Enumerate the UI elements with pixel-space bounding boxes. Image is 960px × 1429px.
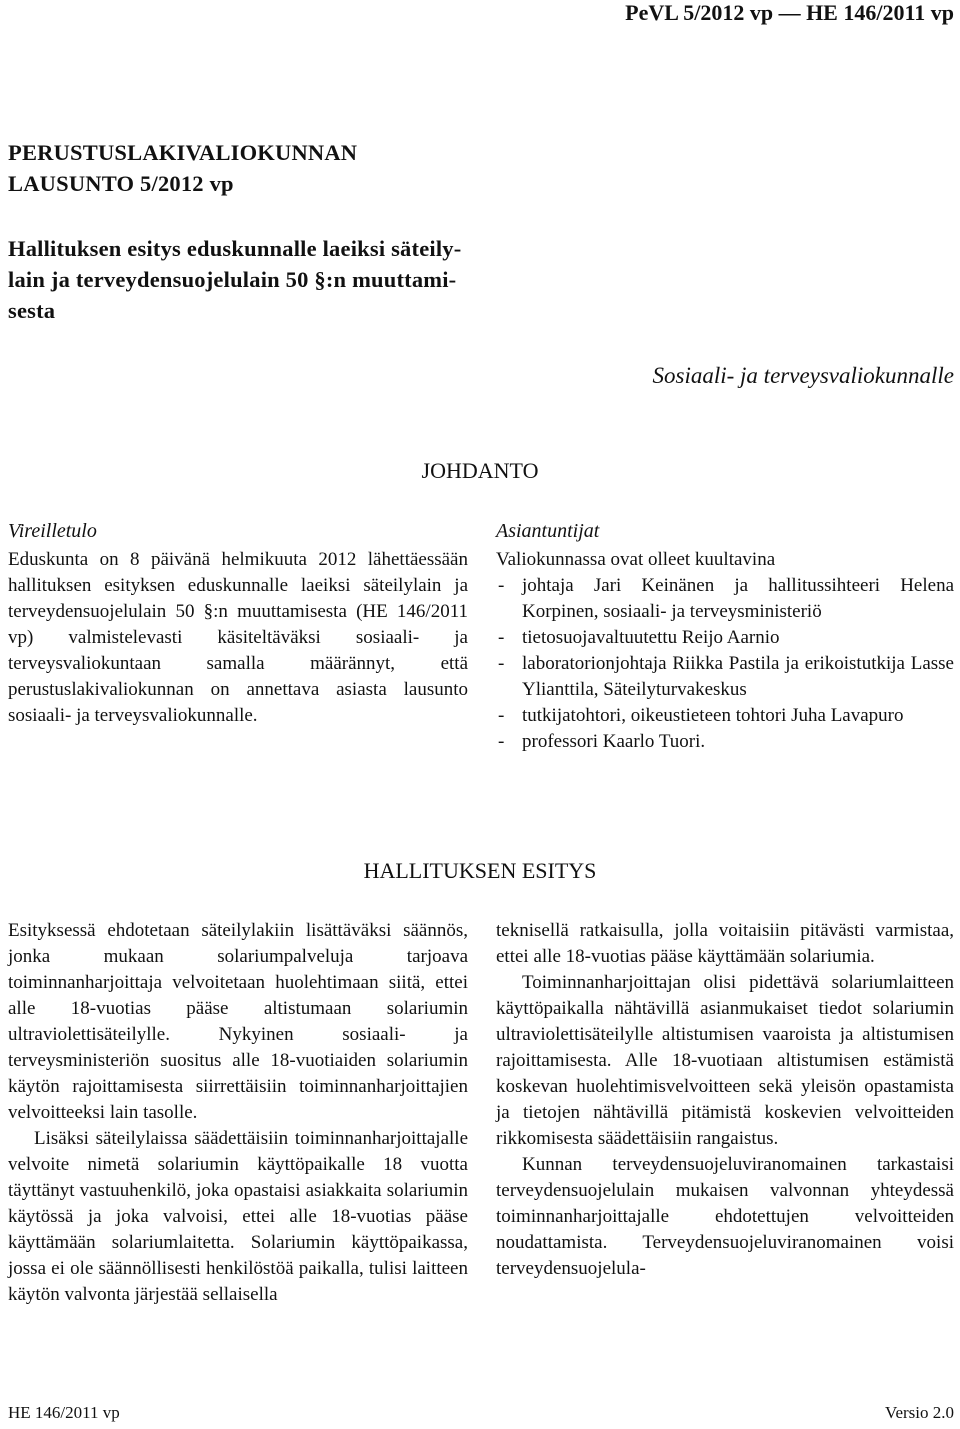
statement-subject-line: Hallituksen esitys eduskunnalle laeiksi säteily- <box>8 236 462 261</box>
footer-document-ref: HE 146/2011 vp <box>8 1403 120 1422</box>
footer-version: Versio 2.0 <box>885 1403 954 1422</box>
paragraph: Toiminnanharjoittajan olisi pidettävä solariumlaitteen käyttöpaikalla nähtävillä asianmukaiset tiedot solariumin ultraviolettisäteilylle altistumisen vaaroista ja altistumisen rajoittamisesta. Alle 18-vuotiaan altistumisen estämistä koskevan huolehtimisvelvoitteen sekä yleisön opastamista ja tietojen nähtävillä pitämistä koskevien velvoitteiden rikkomisesta säädettäisiin rangaistus. <box>496 972 954 1149</box>
experts-section <box>496 518 954 755</box>
statement-subject-line: sesta <box>8 298 56 323</box>
section-heading-intro: JOHDANTO <box>421 458 539 483</box>
list-item: - tutkijatohtori, oikeustieteen tohtori Juha Lavapuro <box>496 703 954 729</box>
paragraph: teknisellä ratkaisulla, jolla voitaisiin pitävästi varmistaa, ettei alle 18-vuotias pääse käyttämään solariumia. <box>496 920 954 967</box>
experts-intro: Valiokunnassa ovat olleet kuultavina <box>496 549 776 570</box>
list-item: - professori Kaarlo Tuori. <box>496 729 954 755</box>
experts-label: Asiantuntijat <box>496 520 600 542</box>
statement-title-line: LAUSUNTO 5/2012 vp <box>8 171 234 196</box>
proposal-left-column <box>8 918 468 1308</box>
list-item: - tietosuojavaltuutettu Reijo Aarnio <box>496 625 954 651</box>
proposal-right-column <box>496 918 954 1282</box>
initiation-text: Eduskunta on 8 päivänä helmikuuta 2012 lähettäessään hallituksen esityksen eduskunnalle laeiksi säteilylain ja terveydensuojelulain 50 §:n muuttamisesta (HE 146/2011 vp) valmistelevasti käsiteltäväksi sosiaali- ja terveysvaliokuntaan samalla määrännyt, että perustuslakivaliokunnan on annettava asiasta lausunto sosiaali- ja terveysvaliokunnalle. <box>8 549 468 726</box>
statement-subject-line: lain ja terveydensuojelulain 50 §:n muuttami- <box>8 267 457 292</box>
running-header: PeVL 5/2012 vp — HE 146/2011 vp <box>625 0 954 25</box>
recipient-committee: Sosiaali- ja terveysvaliokunnalle <box>652 363 954 388</box>
statement-title-line: PERUSTUSLAKIVALIOKUNNAN <box>8 140 358 165</box>
statement-title <box>8 137 357 199</box>
initiation-section <box>8 518 468 729</box>
paragraph: Esityksessä ehdotetaan säteilylakiin lisättäväksi säännös, jonka mukaan solariumpalveluja tarjoava toiminnanharjoittaja velvoitetaan huolehtimaan siitä, ettei alle 18-vuotias pääse altistumaan solariumin ultraviolettisäteilylle. Nykyinen sosiaali- ja terveysministeriön suositus alle 18-vuotiaiden solariumin käytön rajoittamisesta siirrettäisiin toiminnanharjoittajien velvoitteeksi lain tasolle. <box>8 920 468 1123</box>
experts-list <box>496 573 954 755</box>
statement-subject <box>8 233 461 326</box>
paragraph: Kunnan terveydensuojeluviranomainen tarkastaisi terveydensuojelulain mukaisen valvonnan yhteydessä toiminnanharjoittajalle ehdotettujen velvoitteiden noudattamista. Terveydensuojeluviranomainen voisi terveydensuojelula- <box>496 1154 954 1279</box>
paragraph: Lisäksi säteilylaissa säädettäisiin toiminnanharjoittajalle velvoite nimetä solariumin käyttöpaikalle 18 vuotta täyttänyt vastuuhenkilö, joka opastaisi asiakkaita solariumin käytössä ja joka valvoisi, ettei alle 18-vuotias pääse käyttämään solariumlaitetta. Solariumin käyttöpaikassa, jossa ei ole säännöllisesti henkilöstöä paikalla, tulisi laitteen käytön valvonta järjestää sellaisella <box>8 1128 468 1305</box>
initiation-label: Vireilletulo <box>8 520 97 542</box>
section-heading-proposal: HALLITUKSEN ESITYS <box>363 858 597 883</box>
list-item: - johtaja Jari Keinänen ja hallitussihteeri Helena Korpinen, sosiaali- ja terveysministeriö <box>496 573 954 625</box>
list-item: - laboratorionjohtaja Riikka Pastila ja erikoistutkija Lasse Ylianttila, Säteilyturvakeskus <box>496 651 954 703</box>
